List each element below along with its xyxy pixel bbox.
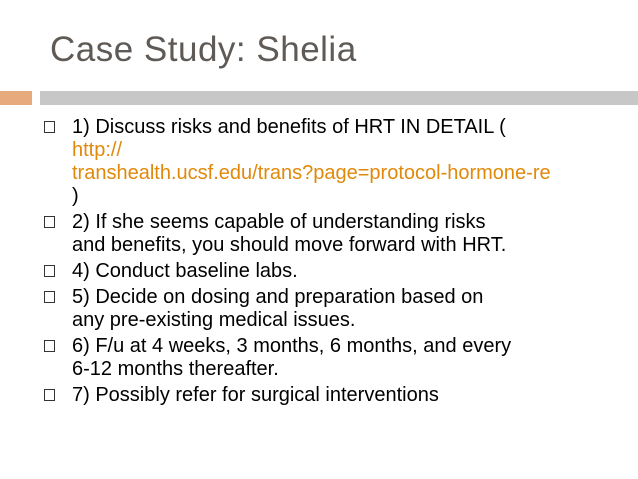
hyperlink-text[interactable]: http://	[72, 139, 123, 161]
square-bullet-icon	[44, 265, 55, 277]
bullet-text: 2) If she seems capable of understanding risks	[72, 211, 486, 233]
square-bullet-icon	[44, 121, 55, 133]
bullet-text: 6-12 months thereafter.	[72, 358, 279, 380]
title-divider-bar	[40, 91, 638, 105]
square-bullet-icon	[44, 216, 55, 228]
bullet-item-6	[44, 384, 638, 407]
bullet-text: 7) Possibly refer for surgical interventions	[72, 384, 439, 406]
bullet-text: 1) Discuss risks and benefits of HRT IN DETAIL (	[72, 116, 506, 138]
bullet-text: 5) Decide on dosing and preparation based on	[72, 286, 484, 308]
slide-title: Case Study: Shelia	[50, 30, 357, 69]
title-accent-bar	[0, 91, 32, 105]
square-bullet-icon	[44, 291, 55, 303]
bullet-list	[44, 116, 638, 410]
bullet-item-5	[44, 335, 638, 381]
bullet-text: any pre-existing medical issues.	[72, 309, 356, 331]
bullet-text: 4) Conduct baseline labs.	[72, 260, 298, 282]
bullet-text: )	[72, 185, 79, 207]
bullet-item-1	[44, 116, 638, 208]
bullet-item-4	[44, 286, 638, 332]
bullet-text: and benefits, you should move forward with HRT.	[72, 234, 507, 256]
square-bullet-icon	[44, 340, 55, 352]
bullet-item-3	[44, 260, 638, 283]
bullet-text: 6) F/u at 4 weeks, 3 months, 6 months, and every	[72, 335, 512, 357]
square-bullet-icon	[44, 389, 55, 401]
hyperlink-text[interactable]: transhealth.ucsf.edu/trans?page=protocol-hormone-re	[72, 162, 551, 184]
bullet-item-2	[44, 211, 638, 257]
